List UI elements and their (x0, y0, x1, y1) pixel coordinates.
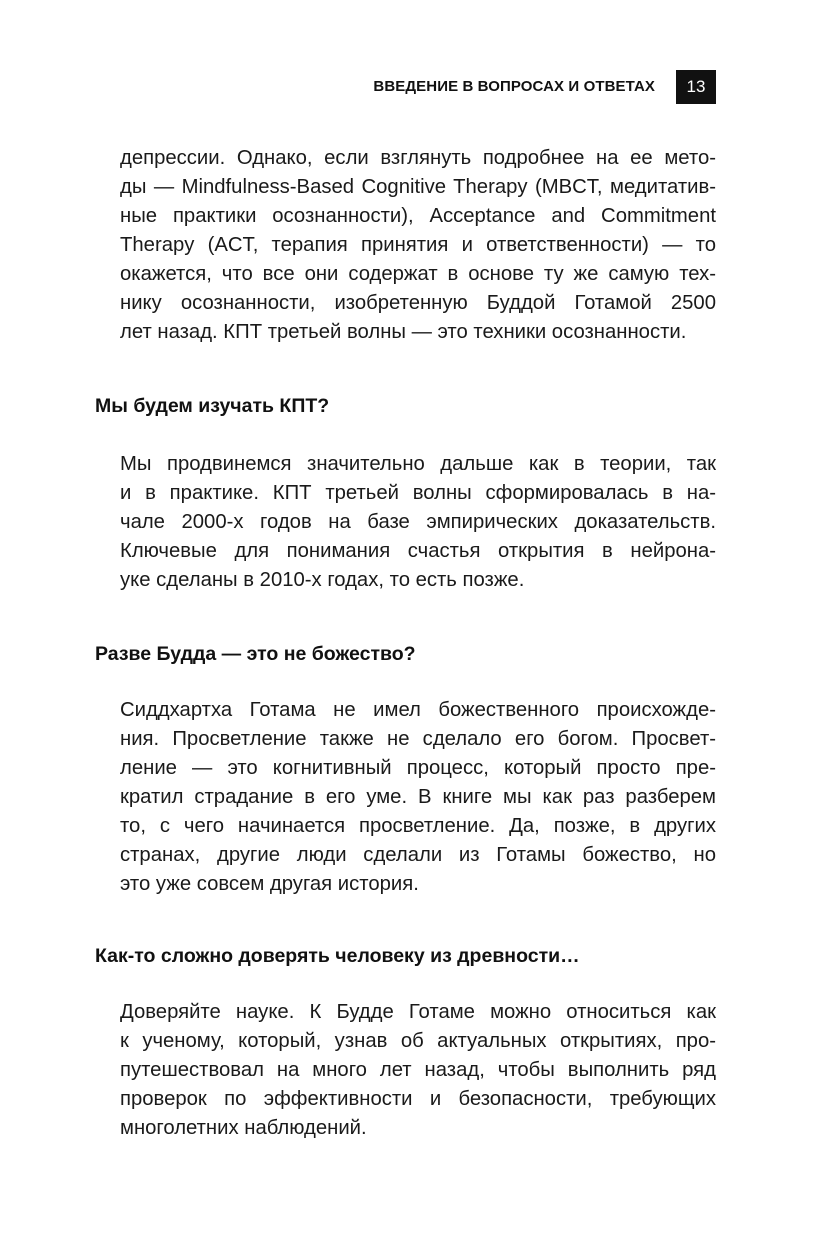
question-heading: Разве Будда — это не божество? (95, 643, 416, 665)
text-line: депрессии. Однако, если взглянуть подробнее на ее мето- (120, 147, 716, 169)
text-line: Мы продвинемся значительно дальше как в теории, так (120, 453, 716, 475)
text-line: чале 2000-х годов на базе эмпирических доказательств. (120, 511, 716, 533)
question-heading: Мы будем изучать КПТ? (95, 395, 330, 417)
text-line: это уже совсем другая история. (120, 873, 419, 895)
text-line: лет назад. КПТ третьей волны — это техники осознанности. (120, 321, 687, 343)
text-line: Ключевые для понимания счастья открытия в нейрона- (120, 540, 716, 562)
running-title: ВВЕДЕНИЕ В ВОПРОСАХ И ОТВЕТАХ (373, 78, 655, 95)
text-line: Доверяйте науке. К Будде Готаме можно относиться как (120, 1001, 716, 1023)
text-line: ды — Mindfulness-Based Cognitive Therapy (MBCT, медитатив- (120, 176, 716, 198)
text-line: Therapy (ACT, терапия принятия и ответственности) — то (120, 234, 716, 256)
text-line: то, с чего начинается просветление. Да, позже, в других (120, 815, 716, 837)
text-line: и в практике. КПТ третьей волны сформировалась в на- (120, 482, 716, 504)
answer-paragraph (120, 450, 716, 595)
answer-paragraph (120, 998, 716, 1143)
text-line: окажется, что все они содержат в основе ту же самую тех- (120, 263, 716, 285)
text-line: проверок по эффективности и безопасности, требующих (120, 1088, 716, 1110)
paragraph-continuation (120, 144, 716, 347)
page-number: 13 (676, 70, 716, 104)
text-line: ния. Просветление также не сделало его богом. Просвет- (120, 728, 716, 750)
text-line: уке сделаны в 2010-х годах, то есть позже. (120, 569, 525, 591)
text-line: нику осознанности, изобретенную Буддой Готамой 2500 (120, 292, 716, 314)
text-line: Сиддхартха Готама не имел божественного происхожде- (120, 699, 716, 721)
text-line: странах, другие люди сделали из Готамы божество, но (120, 844, 716, 866)
answer-paragraph (120, 696, 716, 899)
text-line: ление — это когнитивный процесс, который просто пре- (120, 757, 716, 779)
text-line: ные практики осознанности), Acceptance and Commitment (120, 205, 716, 227)
text-line: путешествовал на много лет назад, чтобы выполнить ряд (120, 1059, 716, 1081)
text-line: к ученому, который, узнав об актуальных открытиях, про- (120, 1030, 716, 1052)
text-line: кратил страдание в его уме. В книге мы как раз разберем (120, 786, 716, 808)
question-heading: Как-то сложно доверять человеку из древности… (95, 945, 580, 967)
text-line: многолетних наблюдений. (120, 1117, 367, 1139)
running-head (0, 70, 815, 104)
